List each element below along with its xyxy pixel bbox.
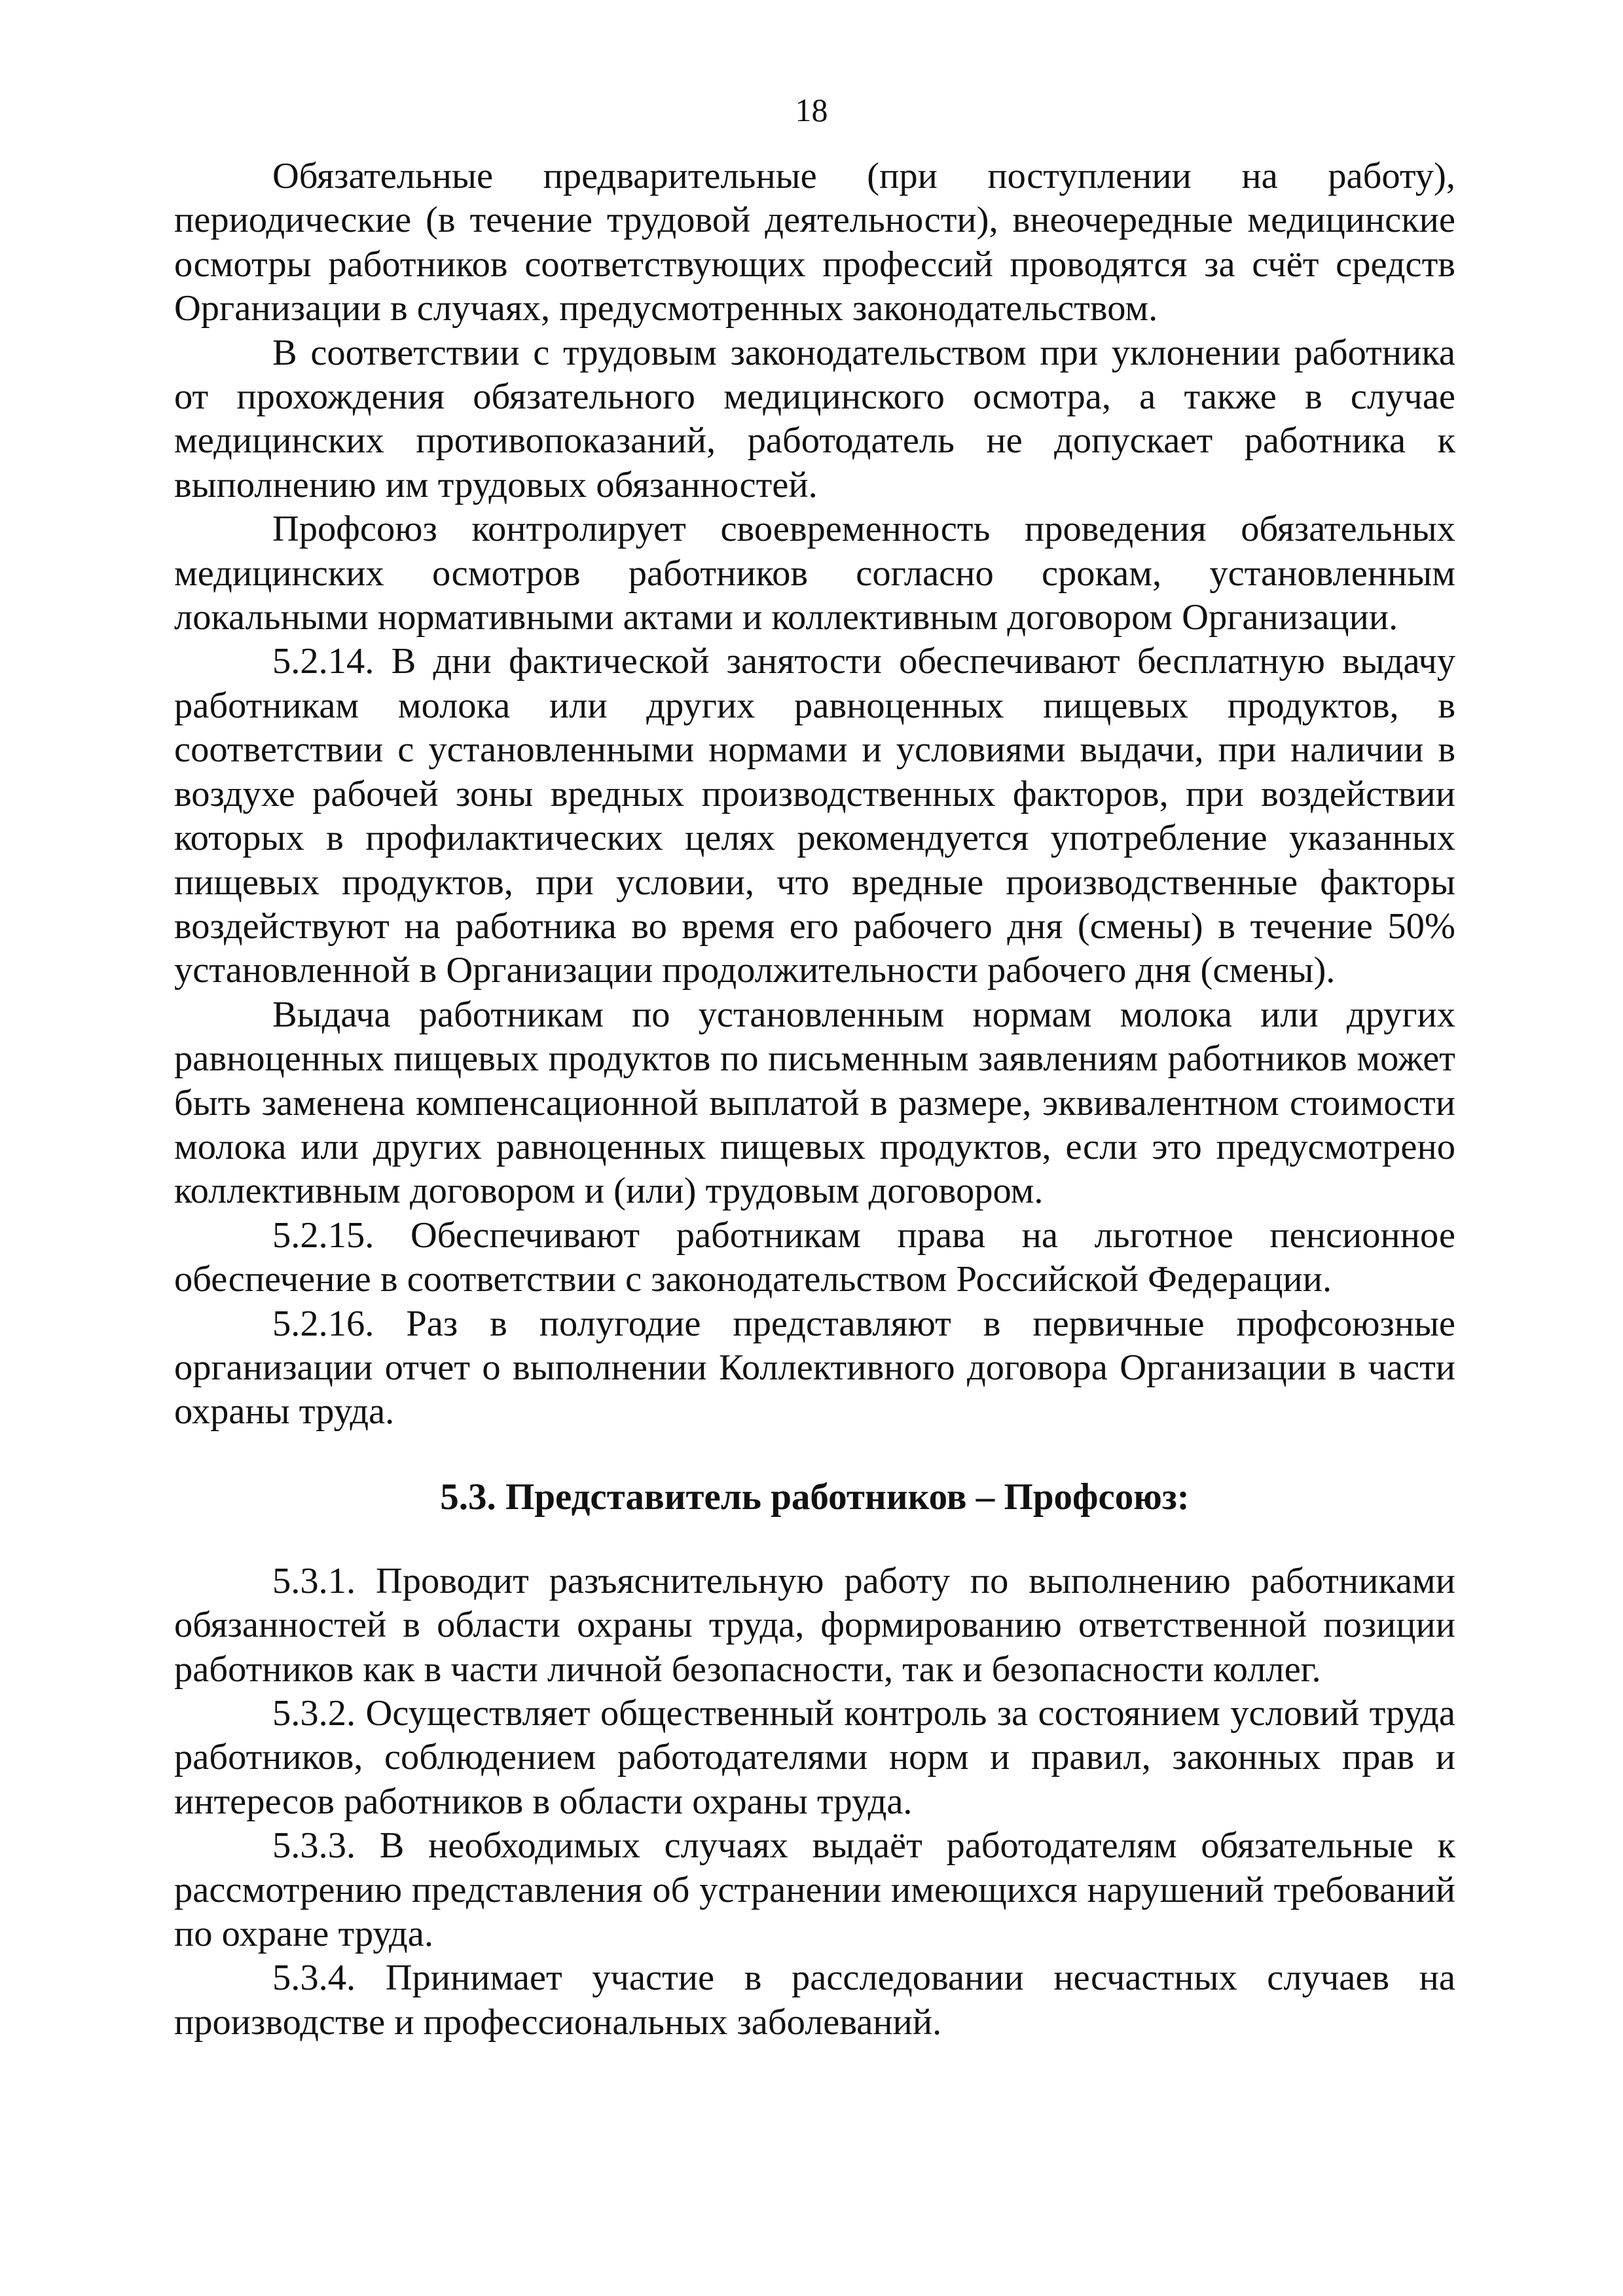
section-heading-5-3: 5.3. Представитель работников – Профсоюз: <box>440 1476 1190 1518</box>
paragraph-5-2-14: 5.2.14. В дни фактической занятости обеспечивают бесплатную выдачу работникам молока или других равноценных пищевых продуктов, в соответствии с установленными нормами и условиями выдачи, при наличии в воздухе рабочей зоны вредных производственных факторов, при воздействии которых в профилактических целях рекомендуется употребление указанных пищевых продуктов, при условии, что вредные производственные факторы воздействуют на работника во время его рабочего дня (смены) в течение 50% установленной в Организации продолжительности рабочего дня (смены). <box>174 641 1455 991</box>
paragraph-5-2-16: 5.2.16. Раз в полугодие представляют в первичные профсоюзные организации отчет о выполнении Коллективного договора Организации в части охраны труда. <box>174 1303 1455 1432</box>
paragraph-5-2-15: 5.2.15. Обеспечивают работникам права на льготное пенсионное обеспечение в соответствии с законодательством Российской Федерации. <box>174 1214 1455 1300</box>
paragraph-5-3-2: 5.3.2. Осуществляет общественный контроль за состоянием условий труда работников, соблюдением работодателями норм и правил, законных прав и интересов работников в области охраны труда. <box>174 1693 1455 1822</box>
paragraph-5-3-3: 5.3.3. В необходимых случаях выдаёт работодателям обязательные к рассмотрению представления об устранении имеющихся нарушений требований по охране труда. <box>174 1825 1455 1955</box>
page-number: 18 <box>795 92 828 128</box>
paragraph-medical-exam-evasion: В соответствии с трудовым законодательством при уклонении работника от прохождения обязательного медицинского осмотра, а также в случае медицинских противопоказаний, работодатель не допускает работника к выполнению им трудовых обязанностей. <box>174 332 1455 505</box>
paragraph-5-3-4: 5.3.4. Принимает участие в расследовании несчастных случаев на производстве и профессиональных заболеваний. <box>174 1958 1455 2043</box>
paragraph-milk-compensation: Выдача работникам по установленным нормам молока или других равноценных пищевых продуктов по письменным заявлениям работников может быть заменена компенсационной выплатой в размере, эквивалентном стоимости молока или других равноценных пищевых продуктов, если это предусмотрено коллективным договором и (или) трудовым договором. <box>174 994 1455 1212</box>
paragraph-medical-exams-funding: Обязательные предварительные (при поступлении на работу), периодические (в течение трудовой деятельности), внеочередные медицинские осмотры работников соответствующих профессий проводятся за счёт средств Организации в случаях, предусмотренных законодательством. <box>174 156 1455 329</box>
paragraph-union-control: Профсоюз контролирует своевременность проведения обязательных медицинских осмотров работников согласно срокам, установленным локальными нормативными актами и коллективным договором Организации. <box>174 509 1455 638</box>
document-body <box>174 155 1455 2045</box>
paragraph-5-3-1: 5.3.1. Проводит разъяснительную работу по выполнению работниками обязанностей в области охраны труда, формированию ответственной позиции работников как в части личной безопасности, так и безопасности коллег. <box>174 1560 1455 1690</box>
